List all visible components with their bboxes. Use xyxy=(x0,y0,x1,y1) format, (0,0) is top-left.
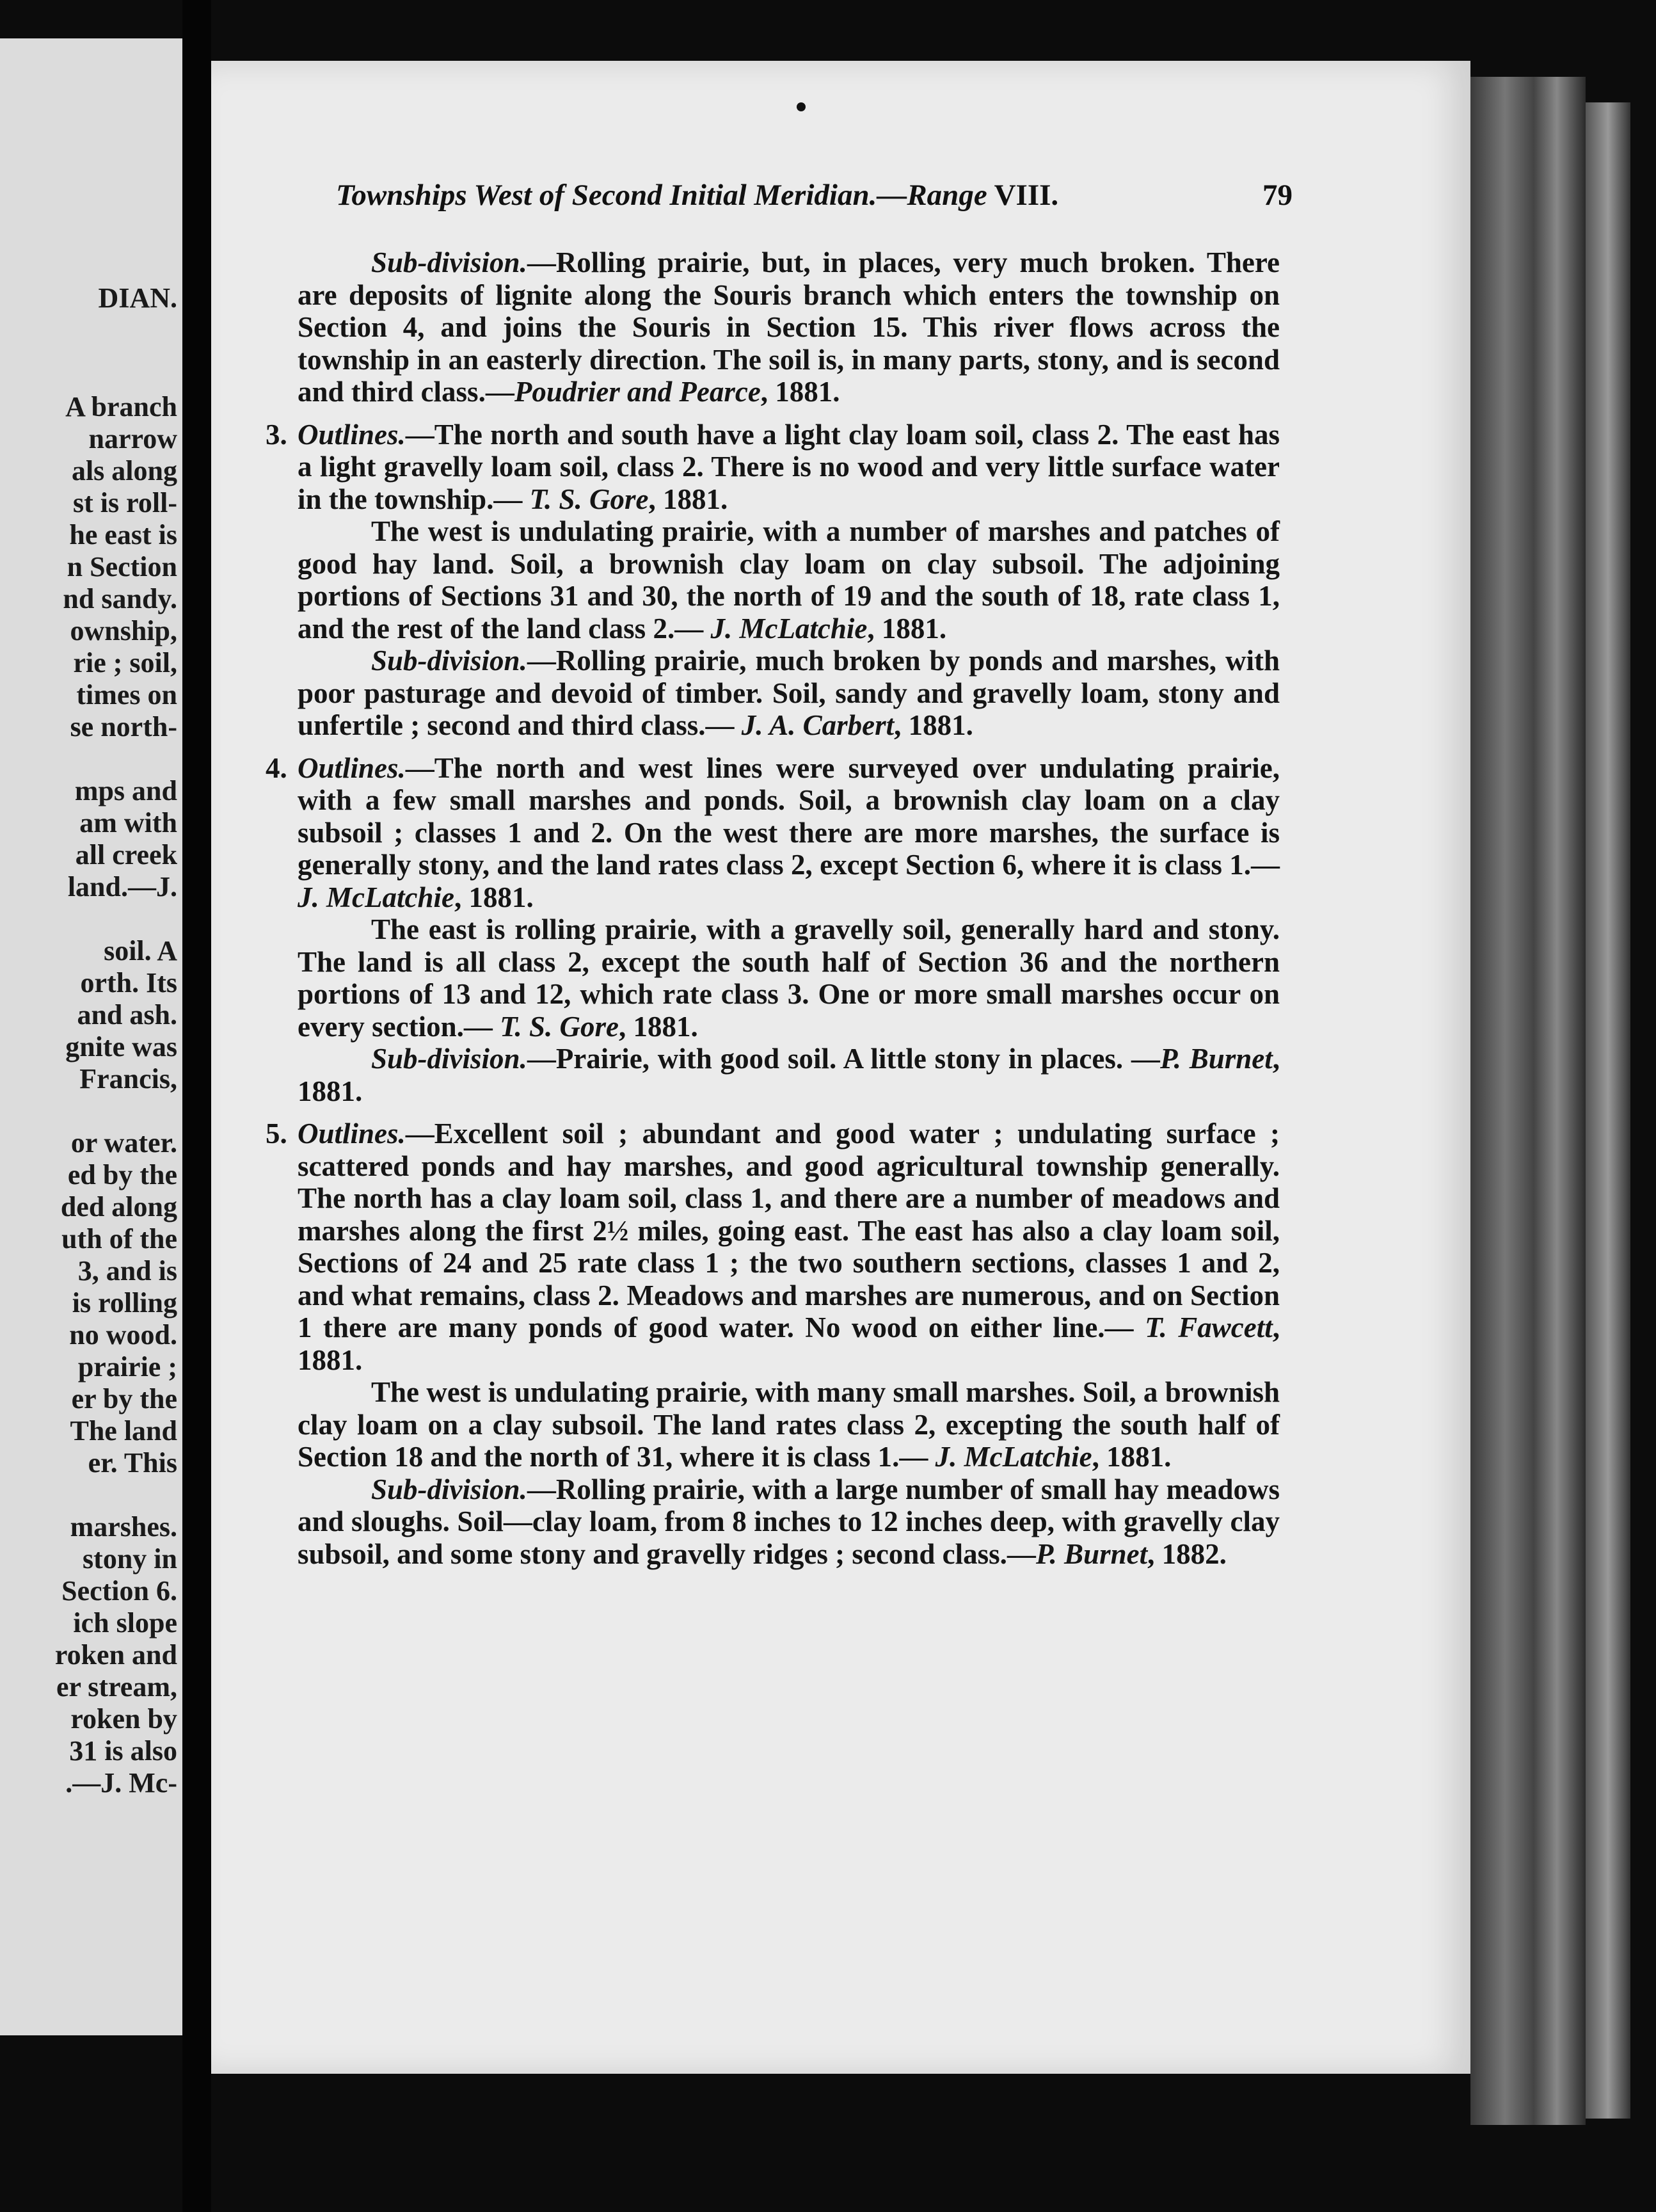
paragraph-text: —The north and south have a light clay loam soil, class 2. The east has a light gravelly loam soil, class 2. There is no wood and very little surface water in the township.— xyxy=(298,418,1280,515)
survey-year: , 1881. xyxy=(648,483,728,515)
facing-page-line: rie ; soil, xyxy=(73,647,177,678)
paragraph xyxy=(298,913,1280,1043)
paragraph-text: —Prairie, with good soil. A little stony in places. — xyxy=(527,1043,1160,1075)
facing-page-line: ownship, xyxy=(70,615,177,646)
facing-page-line: orth. Its xyxy=(80,967,177,998)
paragraph xyxy=(266,751,1280,914)
survey-year: , 1881. xyxy=(760,376,840,408)
page-number: 79 xyxy=(1262,179,1293,212)
paragraph-text: —Rolling prairie, much broken by ponds and marshes, with poor pasturage and devoid of timber. Soil, sandy and gravelly loam, stony and unfertile ; second and third class.— xyxy=(298,645,1280,741)
facing-page-line: is rolling xyxy=(72,1287,177,1318)
facing-page-line: A branch xyxy=(65,391,177,422)
facing-page-line: se north- xyxy=(70,711,177,742)
paragraph xyxy=(298,645,1280,742)
facing-page-line: er. This xyxy=(88,1447,177,1479)
facing-page-line: times on xyxy=(76,679,177,710)
facing-page-line: and ash. xyxy=(77,999,177,1030)
page-body xyxy=(266,246,1280,1570)
facing-page-line: soil. A xyxy=(104,935,177,966)
facing-page-line: The land xyxy=(70,1415,177,1447)
running-head: Townships West of Second Initial Meridian.—Range xyxy=(336,179,987,212)
survey-year: , 1881. xyxy=(1092,1441,1172,1473)
facing-page-line: roken by xyxy=(70,1703,177,1735)
facing-page-line: land.—J. xyxy=(67,871,177,902)
facing-page-line: DIAN. xyxy=(98,282,177,314)
range-label: VIII. xyxy=(994,179,1059,212)
facing-page-line: roken and xyxy=(54,1639,177,1671)
facing-page-line: marshes. xyxy=(70,1511,177,1543)
survey-year: , 1881. xyxy=(298,1043,1280,1107)
survey-year: , 1881. xyxy=(867,612,947,645)
surveyor-name: J. McLatchie xyxy=(710,612,868,645)
survey-year: , 1882. xyxy=(1147,1537,1227,1570)
facing-page-line: 31 is also xyxy=(69,1735,177,1767)
paragraph xyxy=(298,1376,1280,1473)
township-number: 5. xyxy=(266,1118,287,1150)
paragraph-text: —The north and west lines were surveyed over undulating prairie, with a few small marshes and ponds. Soil, a brownish clay loam on a clay subsoil ; classes 1 and 2. On the west there are more marshes, the surface is generally stony, and the land rates class 2, except Section 6, where it is class 1.— xyxy=(298,751,1280,881)
paragraph xyxy=(266,1118,1280,1376)
survey-year: , 1881. xyxy=(454,881,534,913)
facing-page-line: stony in xyxy=(83,1543,177,1575)
paragraph-label: Sub-division. xyxy=(371,246,527,278)
paragraph-label: Outlines. xyxy=(298,1118,406,1150)
facing-page-line: 3, and is xyxy=(77,1255,177,1286)
township-number: 3. xyxy=(266,418,287,451)
ink-dot xyxy=(797,102,806,111)
facing-page-line: n Section xyxy=(67,551,177,582)
facing-page-line: ded along xyxy=(60,1191,177,1222)
facing-page-line: mps and xyxy=(74,775,177,806)
facing-page-line: als along xyxy=(71,455,177,486)
paragraph-text: The west is undulating prairie, with a number of marshes and patches of good hay land. Soil, a brownish clay loam on clay subsoil. The adjoining portions of Sections 31 and 30, the north of 19 and the south of 18, rate class 1, and the rest of the land class 2.— xyxy=(298,515,1280,645)
facing-page-line: er by the xyxy=(71,1383,177,1415)
paragraph-label: Sub-division. xyxy=(371,1473,527,1505)
paragraph-text: —Rolling prairie, with a large number of small hay meadows and sloughs. Soil—clay loam, from 8 inches to 12 inches deep, with gravelly clay subsoil, and some stony and gravelly ridges ; second class.— xyxy=(298,1473,1280,1570)
facing-page-line: all creek xyxy=(75,839,177,870)
surveyor-name: Poudrier and Pearce xyxy=(514,376,761,408)
facing-page-line: prairie ; xyxy=(77,1351,177,1382)
paragraph-label: Outlines. xyxy=(298,751,406,784)
surveyor-name: J. McLatchie xyxy=(935,1441,1092,1473)
facing-page-line: narrow xyxy=(88,423,177,454)
paragraph xyxy=(298,1473,1280,1571)
facing-page-line: Section 6. xyxy=(61,1575,177,1607)
surveyor-name: P. Burnet xyxy=(1035,1537,1148,1570)
surveyor-name: T. S. Gore xyxy=(529,483,649,515)
surveyor-name: P. Burnet xyxy=(1159,1043,1273,1075)
paragraph-label: Sub-division. xyxy=(371,1043,527,1075)
surveyor-name: T. Fawcett xyxy=(1145,1311,1273,1343)
facing-page-line: no wood. xyxy=(69,1319,177,1350)
paragraph-text: —Rolling prairie, but, in places, very much broken. There are deposits of lignite along the Souris branch which enters the township on Section 4, and joins the Souris in Section 15. This river flows across the township in an easterly direction. The soil is, in many parts, stony, and is second and third class.— xyxy=(298,246,1280,408)
facing-page-line: ich slope xyxy=(73,1607,177,1639)
facing-page-line: er stream, xyxy=(56,1671,177,1703)
paragraph xyxy=(298,515,1280,645)
paragraph-label: Outlines. xyxy=(298,418,406,451)
facing-page-line: st is roll- xyxy=(73,487,177,518)
surveyor-name: J. McLatchie xyxy=(298,881,454,913)
paragraph-text: —Excellent soil ; abundant and good water ; undulating surface ; scattered ponds and hay marshes, and good agricultural township generally. The north has a clay loam soil, class 1, and there are a number of meadows and marshes along the first 2½ miles, going east. The east has also a clay loam soil, Sections of 24 and 25 rate class 1 ; the two southern sections, classes 1 and 2, and what remains, class 2. Meadows and marshes are numerous, and on Section 1 there are many ponds of good water. No wood on either line.— xyxy=(298,1118,1280,1343)
facing-page-line: am with xyxy=(79,807,177,838)
survey-year: , 1881. xyxy=(298,1311,1280,1376)
page-edges xyxy=(1470,77,1586,2125)
facing-page-line: nd sandy. xyxy=(63,583,177,614)
facing-page-line: uth of the xyxy=(61,1223,177,1254)
paragraph xyxy=(298,1043,1280,1107)
facing-page-line: ed by the xyxy=(67,1159,177,1190)
book-gutter xyxy=(182,0,211,2212)
survey-year: , 1881. xyxy=(619,1010,698,1043)
paragraph xyxy=(266,418,1280,516)
paragraph-label: Sub-division. xyxy=(371,645,527,677)
paragraph-text: The west is undulating prairie, with many small marshes. Soil, a brownish clay loam on a clay subsoil. The land rates class 2, excepting the south half of Section 18 and the north of 31, where it is class 1.— xyxy=(298,1376,1280,1473)
page-header xyxy=(336,178,1293,216)
surveyor-name: J. A. Carbert xyxy=(741,709,895,741)
facing-page-line: gnite was xyxy=(65,1031,177,1062)
facing-page-line: or water. xyxy=(70,1127,177,1158)
facing-page xyxy=(0,38,182,2035)
survey-year: , 1881. xyxy=(894,709,973,741)
facing-page-line: he east is xyxy=(69,519,177,550)
paragraph xyxy=(298,246,1280,408)
page-edges-outer xyxy=(1586,102,1630,2119)
township-number: 4. xyxy=(266,751,287,784)
facing-page-line: .—J. Mc- xyxy=(65,1767,177,1799)
facing-page-line: Francis, xyxy=(79,1063,177,1094)
surveyor-name: T. S. Gore xyxy=(500,1010,619,1043)
paragraph-text: The east is rolling prairie, with a gravelly soil, generally hard and stony. The land is all class 2, except the south half of Section 36 and the northern portions of 13 and 12, which rate class 3. One or more small marshes occur on every section.— xyxy=(298,913,1280,1043)
